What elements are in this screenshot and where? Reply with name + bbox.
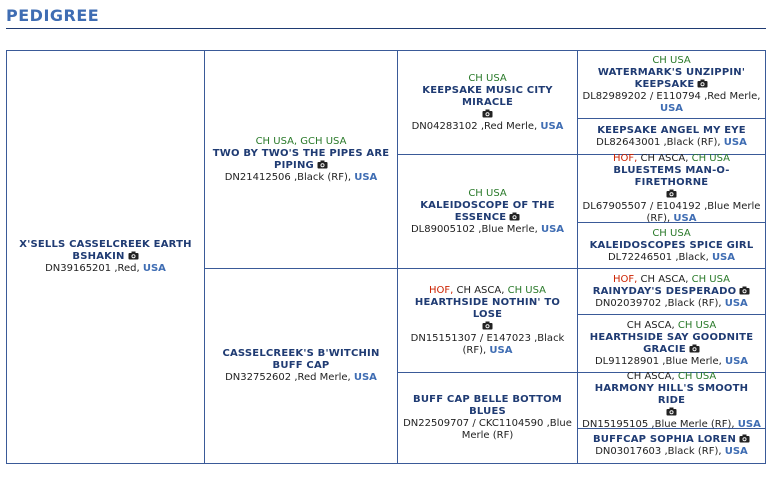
pedigree-ggp-1 — [578, 51, 765, 119]
pedigree-ggp-8 — [578, 429, 765, 463]
dog-name-link[interactable]: HEARTHSIDE SAY GOODNITE GRACIE — [589, 331, 754, 355]
pedigree-ggp-5 — [578, 269, 765, 315]
page-header — [6, 6, 766, 29]
camera-icon[interactable] — [697, 79, 708, 88]
pedigree-table — [6, 50, 766, 464]
dog-registration: DL72246501 ,Black, USA — [607, 251, 735, 263]
dog-name-link[interactable]: BUFF CAP BELLE BOTTOM BLUES — [413, 394, 562, 417]
dog-registration: DN39165201 ,Red, USA — [45, 263, 166, 274]
dog-registration: DN03017603 ,Black (RF), USA — [595, 446, 748, 457]
dog-name-link[interactable]: KEEPSAKE MUSIC CITY MIRACLE — [402, 85, 573, 121]
dog-name-link[interactable]: KALEIDOSCOPES SPICE GIRL — [589, 239, 754, 251]
dog-name-link[interactable]: HARMONY HILL'S SMOOTH RIDE — [582, 383, 761, 419]
dog-registration: DL82643001 ,Black (RF), USA — [596, 136, 747, 148]
pedigree-sire — [205, 51, 398, 269]
dog-titles: CH USA — [468, 72, 507, 84]
dog-name-link[interactable]: BUFFCAP SOPHIA LOREN — [593, 434, 750, 446]
dog-registration: DN02039702 ,Black (RF), USA — [595, 297, 748, 309]
dog-registration: DN15195105 ,Blue Merle (RF), USA — [582, 418, 761, 430]
camera-icon[interactable] — [128, 251, 139, 260]
camera-icon[interactable] — [666, 407, 677, 416]
dog-titles: CH ASCA, CH USA — [626, 370, 717, 382]
dog-name-link[interactable]: HEARTHSIDE NOTHIN' TO LOSE — [402, 297, 573, 333]
pedigree-dam-sire — [398, 269, 578, 373]
pedigree-subject — [7, 51, 205, 463]
dog-registration: DL91128901 ,Blue Merle, USA — [594, 355, 749, 367]
dog-registration: DN32752602 ,Red Merle, USA — [225, 372, 377, 383]
camera-icon[interactable] — [317, 160, 328, 169]
pedigree-dam — [205, 269, 398, 463]
dog-registration: DL67905507 / E104192 ,Blue Merle (RF), USA — [582, 200, 761, 224]
dog-name-link[interactable]: CASSELCREEK'S B'WITCHIN BUFF CAP — [222, 348, 380, 371]
dog-titles: CH ASCA, CH USA — [626, 319, 717, 331]
dog-titles: CH USA — [652, 54, 691, 66]
pedigree-dam-dam — [398, 373, 578, 463]
pedigree-ggp-7 — [578, 370, 765, 430]
dog-titles: HOF, CH ASCA, CH USA — [613, 273, 730, 285]
pedigree-ggp-4 — [578, 223, 765, 269]
camera-icon[interactable] — [509, 212, 520, 221]
camera-icon[interactable] — [482, 109, 493, 118]
pedigree-sire-dam — [398, 155, 578, 269]
dog-name-link[interactable]: BLUESTEMS MAN-O-FIRETHORNE — [582, 165, 761, 201]
camera-icon[interactable] — [666, 189, 677, 198]
dog-titles: HOF, CH ASCA, CH USA — [429, 284, 546, 296]
dog-name-link[interactable]: WATERMARK'S UNZIPPIN' KEEPSAKE — [597, 66, 746, 90]
dog-name-link[interactable]: KALEIDOSCOPE OF THE ESSENCE — [420, 199, 555, 223]
dog-registration: DN04283102 ,Red Merle, USA — [411, 120, 564, 132]
dog-registration: DL82989202 / E110794 ,Red Merle, USA — [582, 90, 761, 114]
pedigree-sire-sire — [398, 51, 578, 155]
page-title: PEDIGREE — [6, 6, 100, 25]
dog-registration: DN21412506 ,Black (RF), USA — [224, 171, 378, 183]
dog-registration: DL89005102 ,Blue Merle, USA — [410, 223, 565, 235]
dog-titles: CH USA, GCH USA — [255, 135, 347, 147]
dog-name-link[interactable]: KEEPSAKE ANGEL MY EYE — [597, 124, 746, 136]
pedigree-ggp-6 — [578, 315, 765, 373]
pedigree-ggp-3 — [578, 152, 765, 224]
pedigree-ggp-2 — [578, 119, 765, 155]
dog-name-link[interactable]: TWO BY TWO'S THE PIPES ARE PIPING — [212, 147, 390, 171]
dog-name-link[interactable]: X'SELLS CASSELCREEK EARTH BSHAKIN — [19, 239, 192, 262]
dog-registration: DN15151307 / E147023 ,Black (RF), USA — [410, 332, 565, 356]
camera-icon[interactable] — [689, 344, 700, 353]
camera-icon[interactable] — [739, 286, 750, 295]
dog-titles: CH USA — [652, 227, 691, 239]
dog-registration: DN22509707 / CKC1104590 ,Blue Merle (RF) — [403, 418, 572, 441]
dog-titles: CH USA — [468, 187, 507, 199]
dog-titles: HOF, CH ASCA, CH USA — [613, 152, 730, 164]
dog-name-link[interactable]: RAINYDAY'S DESPERADO — [593, 286, 751, 298]
camera-icon[interactable] — [739, 434, 750, 443]
camera-icon[interactable] — [482, 321, 493, 330]
